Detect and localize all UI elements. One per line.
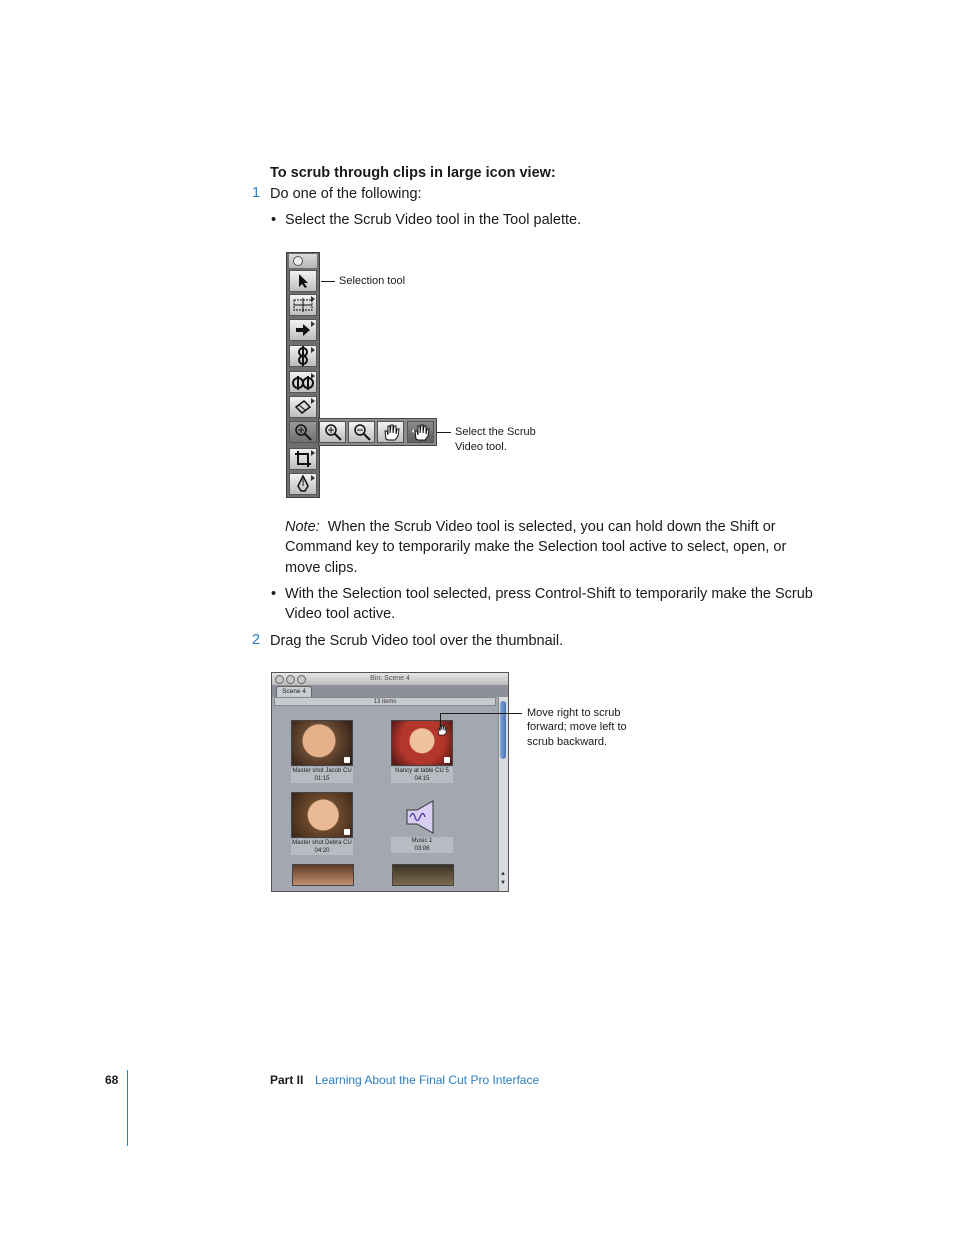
arrow-right-icon xyxy=(295,323,311,337)
clip-item[interactable] xyxy=(291,720,353,783)
crop-tool[interactable] xyxy=(289,448,317,470)
note-text-1: When the Scrub Video tool is selected, you can hold down the Shift or xyxy=(327,519,776,535)
scroll-down-arrow-icon[interactable]: ▼ xyxy=(500,880,506,886)
clip-thumbnail[interactable] xyxy=(291,792,353,838)
callout-scrub-direction-line1: Move right to scrub xyxy=(527,707,621,719)
speaker-icon xyxy=(344,829,350,835)
roll-tool[interactable] xyxy=(289,345,317,367)
clip-thumbnail[interactable] xyxy=(291,720,353,766)
tab-bar xyxy=(272,685,508,697)
clip-item[interactable] xyxy=(291,792,353,855)
footer-chapter-title[interactable]: Learning About the Final Cut Pro Interface xyxy=(315,1073,540,1087)
zoom-tool-flyout xyxy=(318,418,437,446)
magnifier-icon xyxy=(294,423,312,441)
clip-duration: 04:15 xyxy=(391,775,453,783)
hand-icon xyxy=(382,423,400,441)
bullet-2-line1: With the Selection tool selected, press Control-Shift to temporarily make the Scrub xyxy=(285,586,813,602)
clip-thumbnail-partial[interactable] xyxy=(292,864,354,886)
zoom-in-icon xyxy=(324,423,342,441)
note-label: Note: xyxy=(285,519,320,535)
palette-title-bar xyxy=(289,254,317,268)
zoom-tool[interactable] xyxy=(289,421,317,443)
crop-icon xyxy=(294,450,312,468)
callout-selection-tool: Selection tool xyxy=(339,275,406,287)
flyout-indicator xyxy=(311,347,315,353)
razor-blade-icon xyxy=(294,399,312,415)
clip-name: Nancy at table CU 5 xyxy=(391,767,453,775)
clip-item[interactable] xyxy=(391,720,453,783)
flyout-indicator xyxy=(311,373,315,379)
items-count: 13 items xyxy=(274,697,496,706)
window-title: Bin: Scene 4 xyxy=(370,675,410,682)
clip-duration: 04:20 xyxy=(291,847,353,855)
scroll-up-arrow-icon[interactable]: ▲ xyxy=(500,871,506,877)
callout-leader-scrub-vertical xyxy=(440,713,441,727)
browser-bin-window xyxy=(271,672,509,892)
scroll-thumb[interactable] xyxy=(500,701,506,759)
speaker-icon xyxy=(444,757,450,763)
footer-part: Part II xyxy=(270,1073,304,1087)
flyout-indicator xyxy=(311,450,315,456)
clip-name: Master shot Jacob CU xyxy=(292,768,352,774)
footer-rule xyxy=(127,1070,128,1146)
callout-scrub-direction-line3: scrub backward. xyxy=(527,736,608,748)
selection-tool[interactable] xyxy=(289,270,317,292)
track-forward-tool[interactable] xyxy=(289,319,317,341)
pen-tool[interactable] xyxy=(289,473,317,495)
scrub-hand-icon xyxy=(411,423,431,441)
step-number-2: 2 xyxy=(252,632,261,648)
flyout-indicator xyxy=(311,398,315,404)
tool-palette xyxy=(286,252,320,498)
note-line-1 xyxy=(285,517,776,538)
bullet-1-text: Select the Scrub Video tool in the Tool palette. xyxy=(285,212,582,228)
zoom-in-tool[interactable] xyxy=(319,421,346,443)
zoom-out-tool[interactable] xyxy=(348,421,375,443)
callout-leader-scrub xyxy=(437,432,451,433)
edit-selection-tool[interactable] xyxy=(289,294,317,316)
flyout-indicator xyxy=(311,321,315,327)
bullet-mark-1: • xyxy=(271,212,277,228)
scrub-hand-cursor-icon xyxy=(436,724,448,736)
clip-item[interactable] xyxy=(391,792,453,853)
clip-name: Music 1 xyxy=(391,837,453,845)
pen-nib-icon xyxy=(296,475,310,493)
slip-tool[interactable] xyxy=(289,371,317,393)
note-line-3: move clips. xyxy=(285,560,358,576)
flyout-indicator xyxy=(311,475,315,481)
clip-duration: 01:15 xyxy=(291,775,353,783)
callout-scrub-direction-line2: forward; move left to xyxy=(527,721,627,733)
step-2-text: Drag the Scrub Video tool over the thumbnail. xyxy=(270,633,564,649)
callout-leader-selection xyxy=(321,281,335,282)
scrub-video-tool[interactable] xyxy=(407,421,434,443)
page-number: 68 xyxy=(105,1073,119,1087)
step-number-1: 1 xyxy=(252,185,261,201)
note-line-2: Command key to temporarily make the Selection tool active to select, open, or xyxy=(285,539,787,555)
clip-thumbnail[interactable] xyxy=(391,792,451,836)
step-1-text: Do one of the following: xyxy=(270,186,422,202)
callout-scrub-line1: Select the Scrub xyxy=(455,426,536,438)
audio-clip-icon xyxy=(405,800,437,834)
close-button[interactable] xyxy=(293,256,303,266)
speaker-icon xyxy=(344,757,350,763)
clip-duration: 03:06 xyxy=(391,845,453,853)
callout-scrub-line2: Video tool. xyxy=(455,441,507,453)
callout-leader-scrub xyxy=(440,713,522,714)
tab-scene-4[interactable]: Scene 4 xyxy=(276,686,312,698)
section-heading: To scrub through clips in large icon view: xyxy=(270,165,556,181)
clip-thumbnail-partial[interactable] xyxy=(392,864,454,886)
razor-tool[interactable] xyxy=(289,396,317,418)
hand-tool[interactable] xyxy=(377,421,404,443)
clip-name: Master shot Debra CU xyxy=(292,840,352,846)
bullet-mark-2: • xyxy=(271,586,277,602)
roll-icon xyxy=(295,346,311,366)
vertical-scrollbar[interactable] xyxy=(498,697,508,891)
arrow-pointer-icon xyxy=(296,273,310,289)
bullet-2-line2: Video tool active. xyxy=(285,606,396,622)
zoom-out-icon xyxy=(353,423,371,441)
flyout-indicator xyxy=(311,296,315,302)
clip-thumbnail[interactable] xyxy=(391,720,453,766)
